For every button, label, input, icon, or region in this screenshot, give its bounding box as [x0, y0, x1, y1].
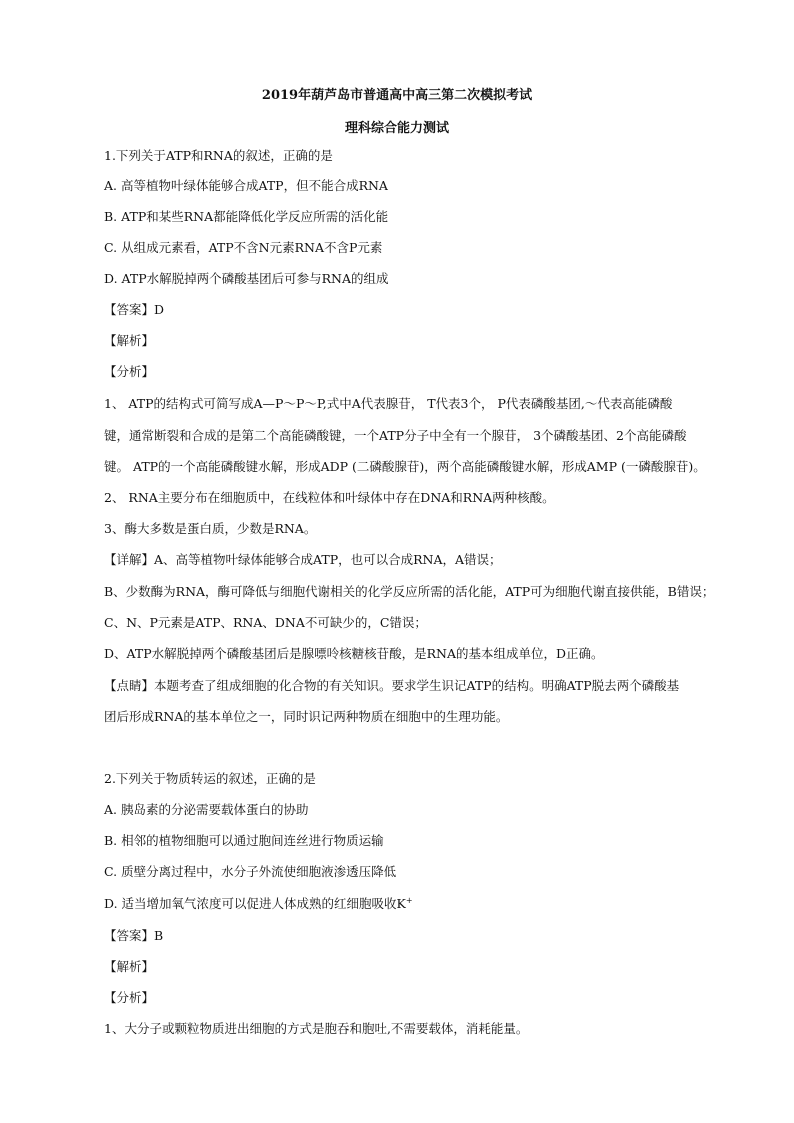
- q1-stem: 1.下列关于ATP和RNA的叙述，正确的是: [104, 148, 333, 163]
- q2-option-a: A. 胰岛素的分泌需要载体蛋白的协助: [104, 802, 309, 817]
- q2-analysis-label: 【解析】: [104, 959, 155, 974]
- document-title: 2019年葫芦岛市普通高中高三第二次模拟考试: [261, 88, 533, 103]
- q1-analysis-2: 2、 RNA主要分布在细胞质中，在线粒体和叶绿体中存在DNA和RNA两种核酸。: [104, 490, 555, 505]
- q1-comment-line-1: 【点睛】本题考查了组成细胞的化合物的有关知识。要求学生识记ATP的结构。明确ATP脱去两个磷酸基: [104, 678, 680, 693]
- q1-detail-c: C、N、P元素是ATP、RNA、DNA不可缺少的，C错误；: [104, 615, 427, 630]
- q1-detail-d: D、ATP水解脱掉两个磷酸基团后是腺嘌呤核糖核苷酸，是RNA的基本组成单位，D正确。: [104, 646, 604, 661]
- q1-subanalysis-label: 【分析】: [104, 364, 155, 379]
- q1-option-a: A. 高等植物叶绿体能够合成ATP，但不能合成RNA: [104, 178, 388, 193]
- q1-comment-line-2: 团后形成RNA的基本单位之一，同时识记两种物质在细胞中的生理功能。: [104, 709, 509, 724]
- q1-detail-a: 【详解】A、高等植物叶绿体能够合成ATP，也可以合成RNA，A错误；: [104, 552, 502, 567]
- q1-option-b: B. ATP和某些RNA都能降低化学反应所需的活化能: [104, 209, 389, 224]
- q2-option-b: B. 相邻的植物细胞可以通过胞间连丝进行物质运输: [104, 833, 384, 848]
- q2-analysis-1: 1、大分子或颗粒物质进出细胞的方式是胞吞和胞吐,不需要载体，消耗能量。: [104, 1021, 529, 1036]
- document-subtitle: 理科综合能力测试: [344, 121, 449, 136]
- q2-option-c: C. 质壁分离过程中，水分子外流使细胞液渗透压降低: [104, 864, 397, 879]
- q1-analysis-1-line-3: 键。 ATP的一个高能磷酸键水解，形成ADP (二磷酸腺苷)，两个高能磷酸键水解，形成AMP (一磷酸腺苷)。: [104, 459, 706, 474]
- q1-option-d: D. ATP水解脱掉两个磷酸基团后可参与RNA的组成: [104, 271, 389, 286]
- q2-stem: 2.下列关于物质转运的叙述，正确的是: [104, 771, 316, 786]
- q2-subanalysis-label: 【分析】: [104, 990, 155, 1005]
- q1-analysis-1-line-1: 1、 ATP的结构式可简写成A—P～P～P,式中A代表腺苷， T代表3个， P代表磷酸基团,～代表高能磷酸: [104, 396, 673, 411]
- q1-detail-b: B、少数酶为RNA，酶可降低与细胞代谢相关的化学反应所需的活化能，ATP可为细胞代谢直接供能，B错误；: [104, 584, 715, 599]
- q2-option-d: [104, 896, 744, 912]
- q2-answer: 【答案】B: [104, 928, 164, 943]
- q2-option-d-text: D. 适当增加氧气浓度可以促进人体成熟的红细胞吸收K: [104, 896, 406, 911]
- q1-answer: 【答案】D: [104, 302, 165, 317]
- q2-option-d-superscript: +: [405, 895, 413, 905]
- q1-analysis-1-line-2: 键，通常断裂和合成的是第二个高能磷酸键，一个ATP分子中全有一个腺苷， 3个磷酸基团、2个高能磷酸: [104, 428, 687, 443]
- q1-analysis-3: 3、酶大多数是蛋白质，少数是RNA。: [104, 521, 317, 536]
- q1-option-c: C. 从组成元素看，ATP不含N元素RNA不含P元素: [104, 240, 383, 255]
- q1-analysis-label: 【解析】: [104, 333, 155, 348]
